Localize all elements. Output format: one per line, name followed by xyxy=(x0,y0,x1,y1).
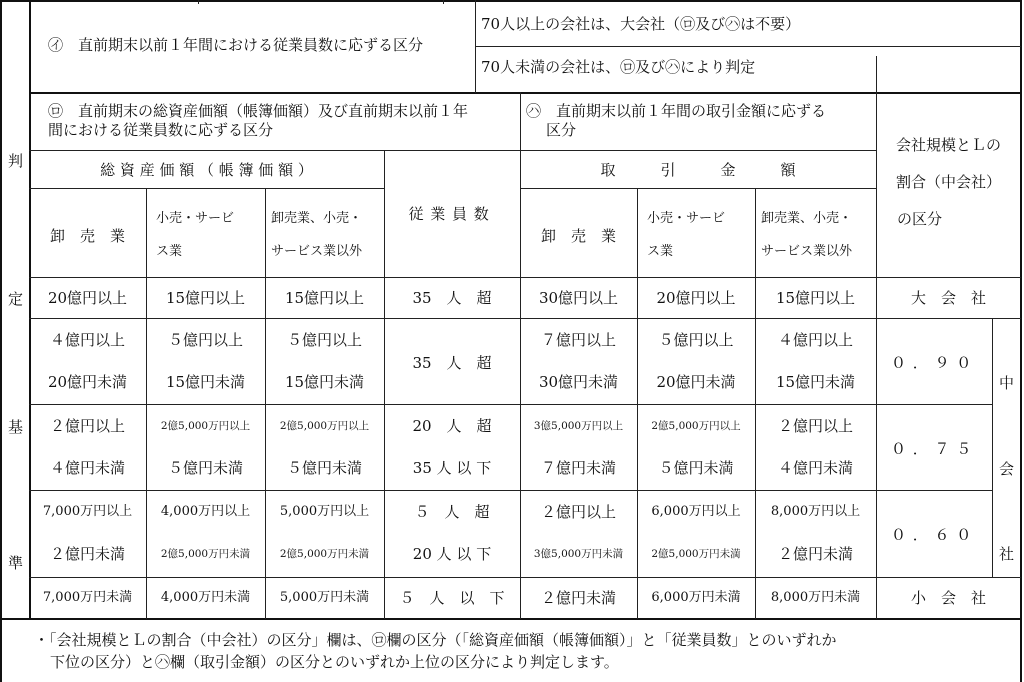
rule-judge: 70人未満の会社は、㋺及び㋩により判定 xyxy=(481,58,756,76)
header-bottom-line xyxy=(29,277,1021,278)
cell-a3: 15億円以上 xyxy=(284,288,365,307)
assets-header-line xyxy=(29,188,384,189)
cell-a1: ４億円以上 xyxy=(49,331,125,349)
cell-emp: ５ 人 以 下 xyxy=(399,589,505,607)
cell-s3: 15億円以上 xyxy=(775,288,856,307)
sales-header-line xyxy=(520,188,877,189)
cell-s3: ４億円未満 xyxy=(777,459,853,477)
left-border xyxy=(0,0,2,682)
cell-s3: ２億円以上 xyxy=(777,417,853,435)
cell-a3: 15億円未満 xyxy=(284,373,365,391)
cell-emp: ５ 人 超 xyxy=(414,503,490,521)
cell-s3: ４億円以上 xyxy=(777,331,853,349)
sales-col-other-2: サービス業以外 xyxy=(761,244,853,259)
assets-col-other-2: サービス業以外 xyxy=(271,244,363,259)
cell-a1: 20億円以上 xyxy=(47,288,128,307)
ha-header-line1: ㋩ 直前期末以前１年間の取引金額に応ずる xyxy=(526,102,827,120)
cell-s2: 6,000万円以上 xyxy=(651,504,741,519)
sales-col-retail-1: 小売・サービ xyxy=(647,211,726,226)
cell-a1: ２億円以上 xyxy=(49,417,125,435)
right-border xyxy=(1020,0,1022,682)
assets-col-other-1: 卸売業、小売・ xyxy=(271,211,363,226)
row-i-label: ㋑ 直前期末以前１年間における従業員数に応ずる区分 xyxy=(48,36,424,54)
cell-a3: 2億5,000万円未満 xyxy=(279,548,370,560)
cell-a2: 2億5,000万円未満 xyxy=(160,548,251,560)
mid-company-divider xyxy=(992,318,993,577)
class-header-3: の区分 xyxy=(897,210,943,228)
assets-header: 総 資 産 価 額 （ 帳 簿 価 額 ） xyxy=(100,161,313,179)
cell-a2: 15億円以上 xyxy=(165,288,246,307)
cell-emp: 35 人 以 下 xyxy=(412,459,492,477)
cell-s3: 8,000万円以上 xyxy=(770,504,861,519)
sales-col-retail-2: ス業 xyxy=(647,244,674,259)
note-top-line xyxy=(0,618,1022,620)
top-stub-2 xyxy=(443,0,444,4)
cell-s2: ５億円未満 xyxy=(658,459,734,477)
cell-s2: 20億円以上 xyxy=(656,288,736,307)
note-line-1: ・「会社規模とＬの割合（中会社）の区分」欄は、㋺欄の区分（「総資産価額（帳簿価額）」と「従業員数」とのいずれか xyxy=(34,631,837,649)
cell-s3: 8,000万円未満 xyxy=(770,590,861,605)
section-header-line xyxy=(29,150,877,151)
cell-s3: 15億円未満 xyxy=(775,373,856,391)
cell-a3: ５億円以上 xyxy=(286,331,362,349)
cell-a2: ５億円以上 xyxy=(167,331,243,349)
cell-class: ０．７５ xyxy=(890,440,978,458)
class-header-1: 会社規模とＬの xyxy=(895,136,1001,154)
cell-a1: ４億円未満 xyxy=(49,459,125,477)
cell-emp: 20 人 以 下 xyxy=(412,545,492,563)
class-header-2: 割合（中会社） xyxy=(895,173,1001,191)
cell-class: 小 会 社 xyxy=(910,589,986,607)
side-label-tei: 定 xyxy=(7,290,23,308)
row-i-bottom-line xyxy=(29,92,1022,94)
mid-company-char-2: 会 xyxy=(998,460,1014,478)
cell-s1: ７億円未満 xyxy=(540,459,616,477)
cell-class: ０．９０ xyxy=(890,354,978,372)
sales-header: 取 引 金 額 xyxy=(600,161,796,179)
cell-class: 大 会 社 xyxy=(910,288,986,307)
cell-s1: ２億円未満 xyxy=(540,589,616,607)
cell-s1: ２億円以上 xyxy=(540,503,616,521)
assets-col-retail-2: ス業 xyxy=(156,244,183,259)
cell-s2: 6,000万円未満 xyxy=(651,590,741,605)
rule-large-company: 70人以上の会社は、大会社（㋺及び㋩は不要） xyxy=(481,15,801,33)
side-label-han: 判 xyxy=(7,152,23,170)
side-label-jun: 準 xyxy=(7,554,23,572)
cell-s2: 20億円未満 xyxy=(656,373,736,391)
cell-class: ０．６０ xyxy=(890,526,978,544)
cell-s1: ７億円以上 xyxy=(540,331,616,349)
assets-col-wholesale: 卸 売 業 xyxy=(49,227,125,245)
cell-emp: 35 人 超 xyxy=(412,288,492,307)
top-border xyxy=(0,0,1022,2)
mid-company-char-3: 社 xyxy=(998,545,1014,563)
cell-a1: 7,000万円未満 xyxy=(42,590,133,605)
cell-s1: 3億5,000万円未満 xyxy=(533,548,624,560)
cell-a3: ５億円未満 xyxy=(286,459,362,477)
row-i-rule-divider xyxy=(475,46,1021,47)
ro-header-line1: ㋺ 直前期末の総資産価額（帳簿価額）及び直前期末以前１年 xyxy=(48,102,469,120)
mid-company-char-1: 中 xyxy=(998,374,1014,392)
employees-header: 従業員数 xyxy=(408,205,496,223)
cell-s2: 2億5,000万円未満 xyxy=(651,548,741,560)
top-stub-1 xyxy=(198,0,199,4)
cell-a2: 4,000万円以上 xyxy=(160,504,251,519)
cell-emp: 35 人 超 xyxy=(412,354,492,372)
ro-header-line2: 間における従業員数に応ずる区分 xyxy=(48,121,274,139)
sales-col-wholesale: 卸 売 業 xyxy=(540,227,616,245)
cell-a2: 15億円未満 xyxy=(165,373,246,391)
cell-s1: 30億円以上 xyxy=(538,288,619,307)
cell-a2: 4,000万円未満 xyxy=(160,590,251,605)
cell-emp: 20 人 超 xyxy=(412,417,492,435)
cell-a1: 7,000万円以上 xyxy=(42,504,133,519)
cell-s2: ５億円以上 xyxy=(658,331,734,349)
cell-s2: 2億5,000万円以上 xyxy=(651,420,741,432)
row-line-1 xyxy=(29,318,1021,319)
cell-a3: 5,000万円未満 xyxy=(279,590,370,605)
cell-s1: 3億5,000万円以上 xyxy=(533,420,624,432)
assets-col-retail-1: 小売・サービ xyxy=(156,211,235,226)
row-line-4 xyxy=(29,577,1021,578)
note-line-2: 下位の区分）と㋩欄（取引金額）の区分とのいずれか上位の区分により判定します。 xyxy=(50,653,619,671)
side-label-ki: 基 xyxy=(7,418,23,436)
cell-a1: ２億円未満 xyxy=(49,545,125,563)
cell-a1: 20億円未満 xyxy=(47,373,128,391)
row-line-3 xyxy=(29,490,993,491)
cell-a3: 2億5,000万円以上 xyxy=(279,420,370,432)
cell-a2: 2億5,000万円以上 xyxy=(160,420,251,432)
cell-s3: ２億円未満 xyxy=(777,545,853,563)
cell-a3: 5,000万円以上 xyxy=(279,504,370,519)
sales-col-other-1: 卸売業、小売・ xyxy=(761,211,853,226)
cell-a2: ５億円未満 xyxy=(167,459,243,477)
cell-s1: 30億円未満 xyxy=(538,373,619,391)
row-line-2 xyxy=(29,404,993,405)
ha-header-line2: 区分 xyxy=(546,121,577,139)
